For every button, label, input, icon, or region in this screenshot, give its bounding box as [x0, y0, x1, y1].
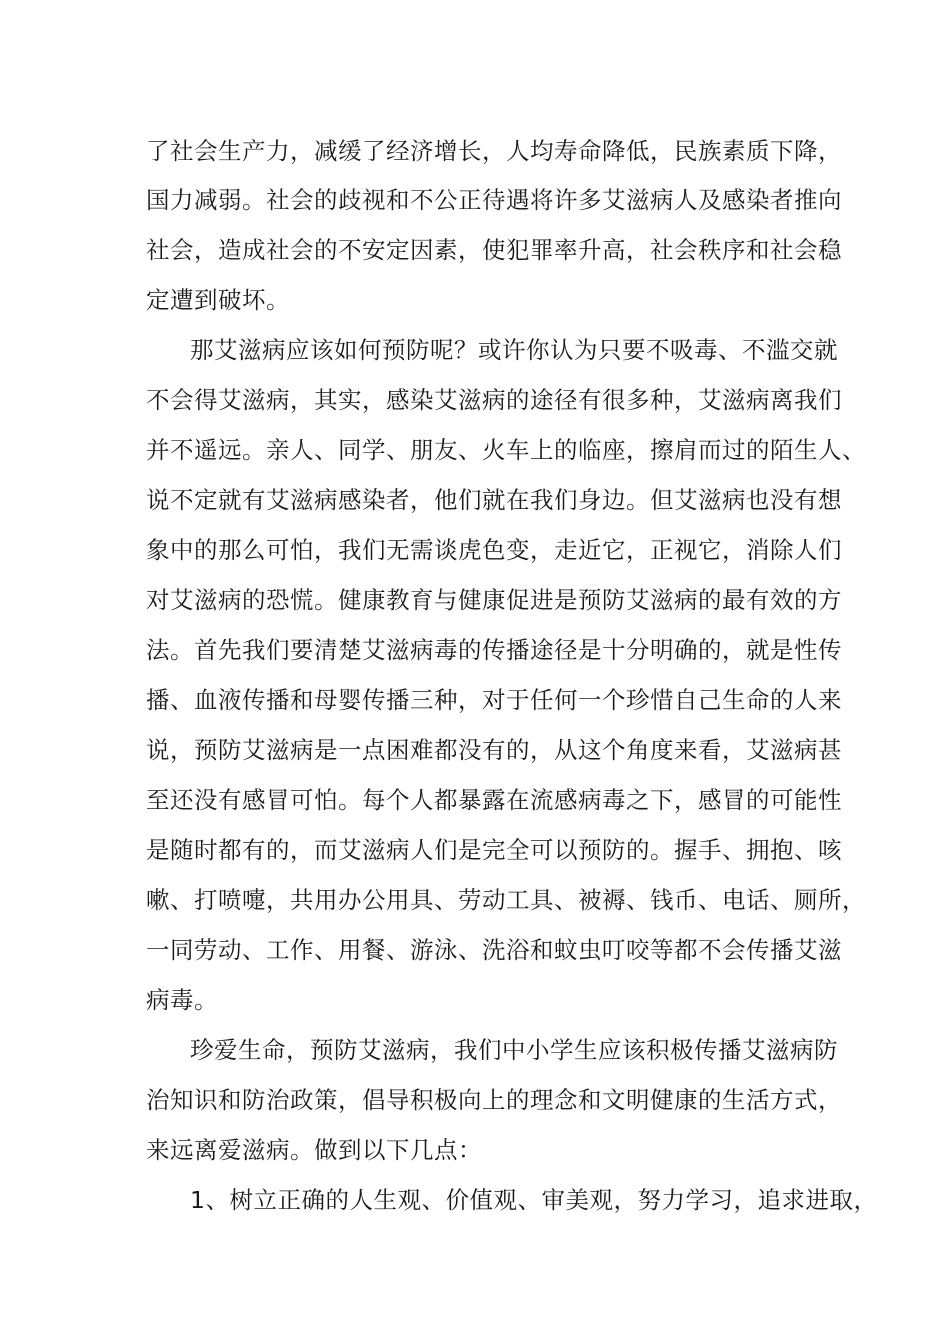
- text-line: 播、血液传播和母婴传播三种，对于任何一个珍惜自己生命的人来: [146, 686, 842, 714]
- text-line: 社会，造成社会的不安定因素，使犯罪率升高，社会秩序和社会稳: [146, 236, 842, 264]
- text-line: 了社会生产力，减缓了经济增长，人均寿命降低，民族素质下降，: [146, 137, 842, 165]
- text-line: 珍爱生命，预防艾滋病，我们中小学生应该积极传播艾滋病防: [190, 1036, 838, 1064]
- text-line: 治知识和防治政策，倡导积极向上的理念和文明健康的生活方式，: [146, 1086, 842, 1114]
- text-line: 法。首先我们要清楚艾滋病毒的传播途径是十分明确的，就是性传: [146, 636, 842, 664]
- text-line: 国力减弱。社会的歧视和不公正待遇将许多艾滋病人及感染者推向: [146, 186, 842, 214]
- text-line: 说，预防艾滋病是一点困难都没有的，从这个角度来看，艾滋病甚: [146, 736, 842, 764]
- text-line: 来远离爱滋病。做到以下几点：: [146, 1136, 482, 1164]
- text-line: 病毒。: [146, 986, 218, 1014]
- text-line: 定遭到破坏。: [146, 286, 290, 314]
- text-line: 不会得艾滋病，其实，感染艾滋病的途径有很多种，艾滋病离我们: [146, 386, 842, 414]
- text-line: 对艾滋病的恐慌。健康教育与健康促进是预防艾滋病的最有效的方: [146, 586, 842, 614]
- text-line: 象中的那么可怕，我们无需谈虎色变，走近它，正视它，消除人们: [146, 536, 842, 564]
- text-line: 嗽、打喷嚏，共用办公用具、劳动工具、被褥、钱币、电话、厕所，: [146, 886, 866, 914]
- text-line: 是随时都有的，而艾滋病人们是完全可以预防的。握手、拥抱、咳: [146, 836, 842, 864]
- text-line: 那艾滋病应该如何预防呢？或许你认为只要不吸毒、不滥交就: [190, 336, 838, 364]
- text-line: 并不遥远。亲人、同学、朋友、火车上的临座，擦肩而过的陌生人、: [146, 436, 866, 464]
- text-line: 1、树立正确的人生观、价值观、审美观，努力学习，追求进取，: [190, 1186, 878, 1214]
- text-line: 一同劳动、工作、用餐、游泳、洗浴和蚊虫叮咬等都不会传播艾滋: [146, 936, 842, 964]
- text-line: 说不定就有艾滋病感染者，他们就在我们身边。但艾滋病也没有想: [146, 486, 842, 514]
- text-line: 至还没有感冒可怕。每个人都暴露在流感病毒之下，感冒的可能性: [146, 786, 842, 814]
